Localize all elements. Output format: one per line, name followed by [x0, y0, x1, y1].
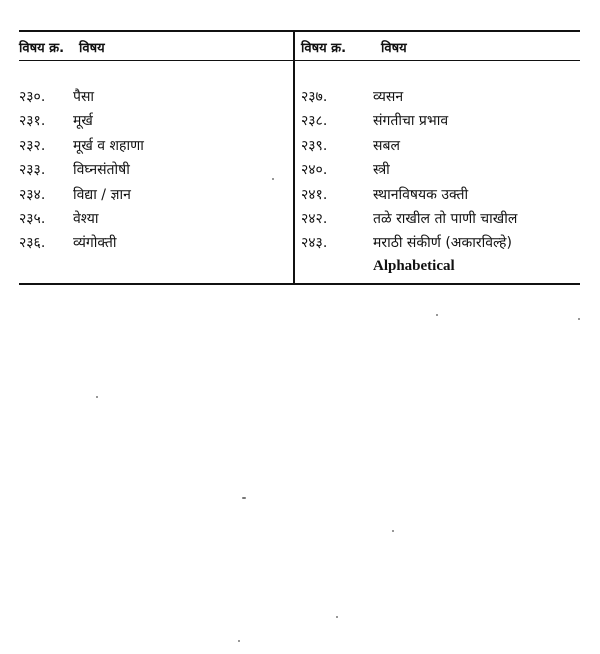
scan-speck [96, 396, 98, 398]
header-number-label: विषय क्र. [301, 41, 347, 56]
index-row [301, 111, 580, 135]
entry-number: २४२. [301, 210, 328, 227]
entry-subject: वेश्या [73, 210, 99, 227]
entry-subject: मूर्ख व शहाणा [73, 137, 144, 154]
right-entries [301, 87, 580, 258]
index-row [301, 160, 580, 184]
index-row [301, 209, 580, 233]
index-row [301, 136, 580, 160]
index-row [19, 185, 291, 209]
index-row [19, 87, 291, 111]
entry-subject: मूर्ख [73, 113, 93, 130]
left-entries [19, 87, 291, 258]
entry-subject: विघ्नसंतोषी [73, 162, 130, 179]
entry-number: २३३. [19, 162, 46, 179]
alphabetical-note: Alphabetical [373, 258, 455, 274]
entry-subject: स्थानविषयक उक्ती [373, 186, 469, 203]
scan-speck [436, 314, 438, 316]
scan-speck [392, 530, 394, 532]
column-divider [293, 32, 295, 283]
scan-speck [578, 318, 580, 320]
entry-subject: तळे राखील तो पाणी चाखील [373, 210, 518, 227]
scan-speck [238, 640, 240, 642]
entry-number: २३६. [19, 235, 46, 252]
entry-number: २४३. [301, 235, 328, 252]
index-row [301, 233, 580, 257]
header-subject-label: विषय [79, 41, 105, 56]
entry-subject: व्यसन [373, 89, 404, 105]
scan-speck [336, 616, 338, 618]
index-row [301, 87, 580, 111]
index-row [19, 136, 291, 160]
entry-subject: विद्या / ज्ञान [73, 186, 131, 203]
entry-subject: पैसा [73, 89, 95, 105]
header-subject-label: विषय [381, 41, 407, 56]
entry-number: २४०. [301, 162, 328, 179]
header-rule [19, 60, 580, 61]
scan-speck [242, 497, 246, 499]
entry-subject: सबल [373, 137, 400, 154]
entry-subject: मराठी संकीर्ण (अकारविल्हे) [373, 235, 512, 252]
entry-number: २३४. [19, 186, 46, 203]
entry-number: २३१. [19, 113, 46, 130]
index-row [19, 160, 291, 184]
entry-number: २३०. [19, 89, 46, 105]
entry-number: २३७. [301, 89, 328, 105]
index-row [19, 233, 291, 257]
subject-index-table [19, 30, 580, 285]
index-row [301, 185, 580, 209]
entry-number: २४१. [301, 186, 328, 203]
entry-subject: व्यंगोक्ती [73, 235, 117, 252]
entry-number: २३२. [19, 137, 46, 154]
scan-speck [272, 178, 274, 180]
entry-number: २३५. [19, 210, 46, 227]
entry-subject: संगतीचा प्रभाव [373, 113, 449, 130]
entry-number: २३९. [301, 137, 328, 154]
index-row [19, 111, 291, 135]
header-number-label: विषय क्र. [19, 41, 65, 56]
entry-subject: स्त्री [373, 162, 390, 179]
index-row [19, 209, 291, 233]
entry-number: २३८. [301, 113, 328, 130]
